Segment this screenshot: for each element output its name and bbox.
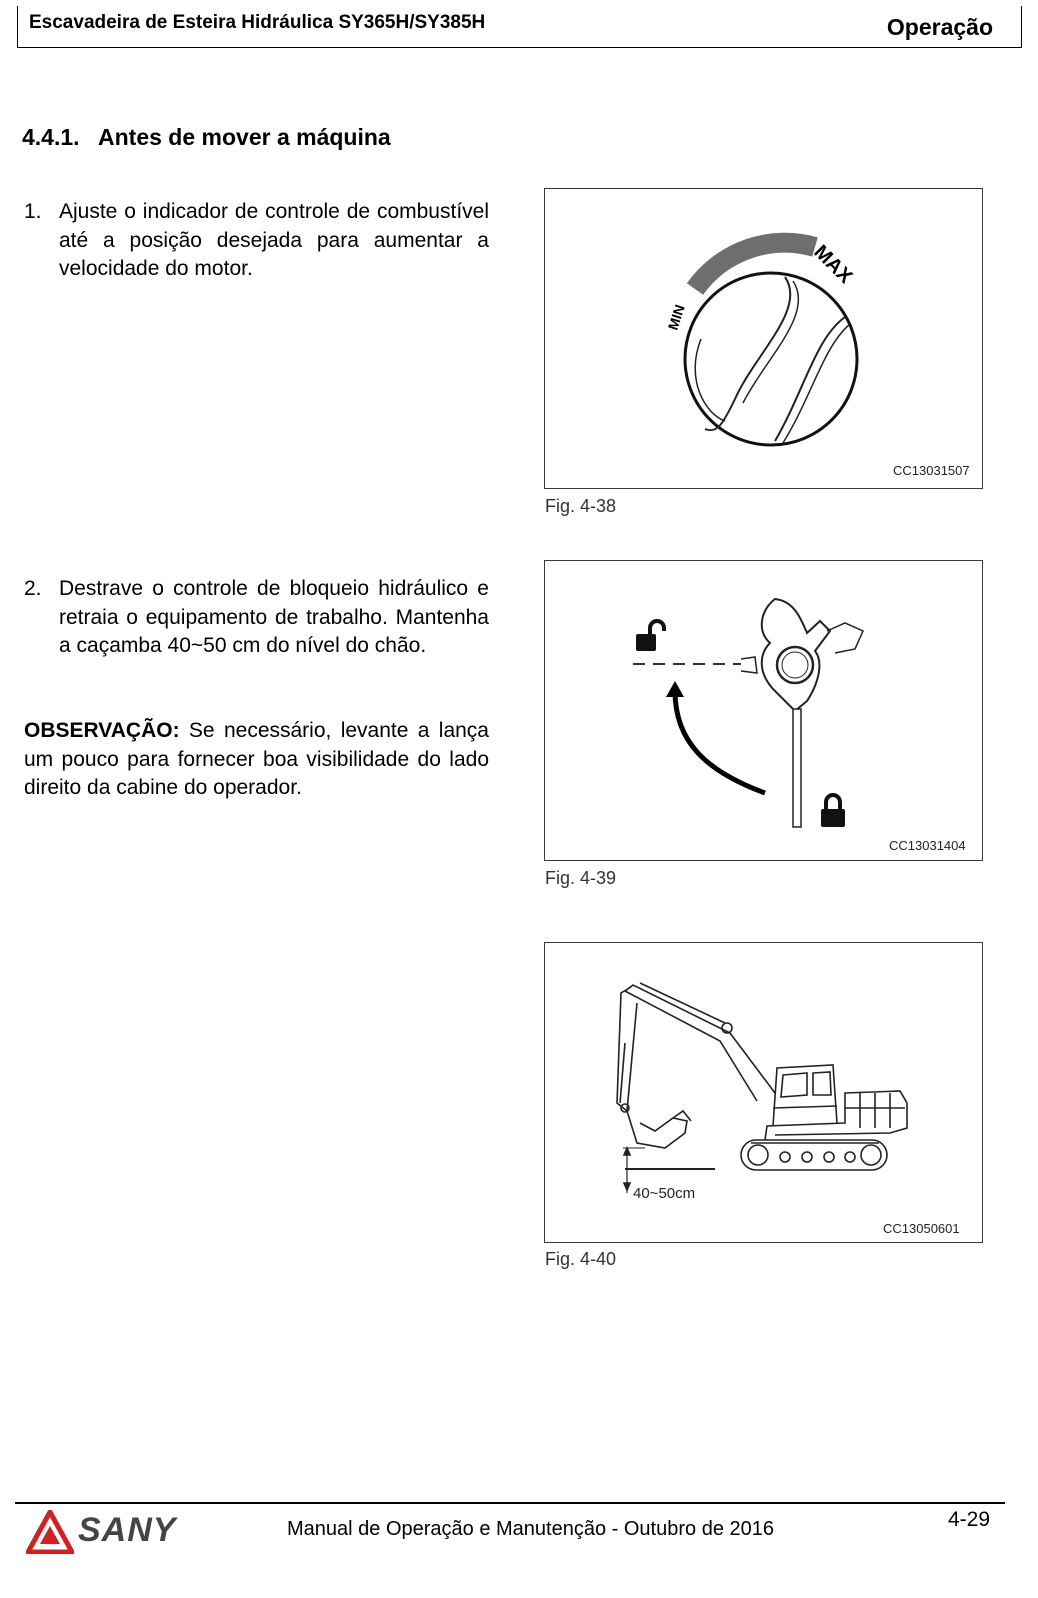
note-label: OBSERVAÇÃO:	[24, 719, 180, 742]
excavator-illustration	[545, 943, 981, 1241]
figure-caption: Fig. 4-39	[545, 868, 617, 888]
figure-hydraulic-lock	[544, 560, 983, 861]
figure-throttle-dial	[544, 188, 983, 489]
footer-manual-title: Manual de Operação e Manutenção - Outubro de 2016	[287, 1518, 774, 1540]
page-number: 4-29	[948, 1508, 991, 1531]
step-number: 1.	[24, 200, 42, 223]
figure-code: CC13031507	[893, 463, 970, 478]
height-label: 40~50cm	[633, 1185, 696, 1202]
figure-caption: Fig. 4-38	[545, 496, 617, 516]
step-2	[24, 575, 489, 661]
unlock-icon	[636, 621, 664, 651]
footer-divider	[15, 1502, 1005, 1504]
section-number: 4.4.1.	[22, 124, 80, 150]
header-title: Escavadeira de Esteira Hidráulica SY365H/SY385H	[29, 12, 486, 33]
figure-code: CC13050601	[883, 1221, 960, 1236]
figure-code: CC13031404	[889, 838, 966, 853]
sany-logo-icon	[26, 1510, 74, 1554]
hydraulic-lock-illustration	[545, 561, 981, 859]
dial-min-label: MIN	[664, 302, 688, 332]
figure-caption: Fig. 4-40	[545, 1249, 617, 1269]
step-1	[24, 198, 489, 284]
header-section: Operação	[886, 14, 993, 40]
section-title: Antes de mover a máquina	[98, 124, 391, 150]
step-number: 2.	[24, 577, 42, 600]
lock-icon	[821, 795, 845, 827]
figure-excavator	[544, 942, 983, 1243]
note	[24, 717, 489, 803]
note-text: Se necessário, levante a lança um pouco para fornecer boa visibilidade do lado direito da cabine do operador.	[24, 719, 489, 799]
dial-max-label: MAX	[809, 240, 857, 288]
sany-logo-text: SANY	[78, 1511, 177, 1549]
throttle-dial-illustration	[545, 189, 981, 487]
step-text: Destrave o controle de bloqueio hidráulico e retraia o equipamento de trabalho. Mantenha a caçamba 40~50 cm do nível do chão.	[59, 577, 489, 657]
step-text: Ajuste o indicador de controle de combustível até a posição desejada para aumentar a velocidade do motor.	[59, 200, 489, 280]
section-heading	[22, 124, 391, 151]
